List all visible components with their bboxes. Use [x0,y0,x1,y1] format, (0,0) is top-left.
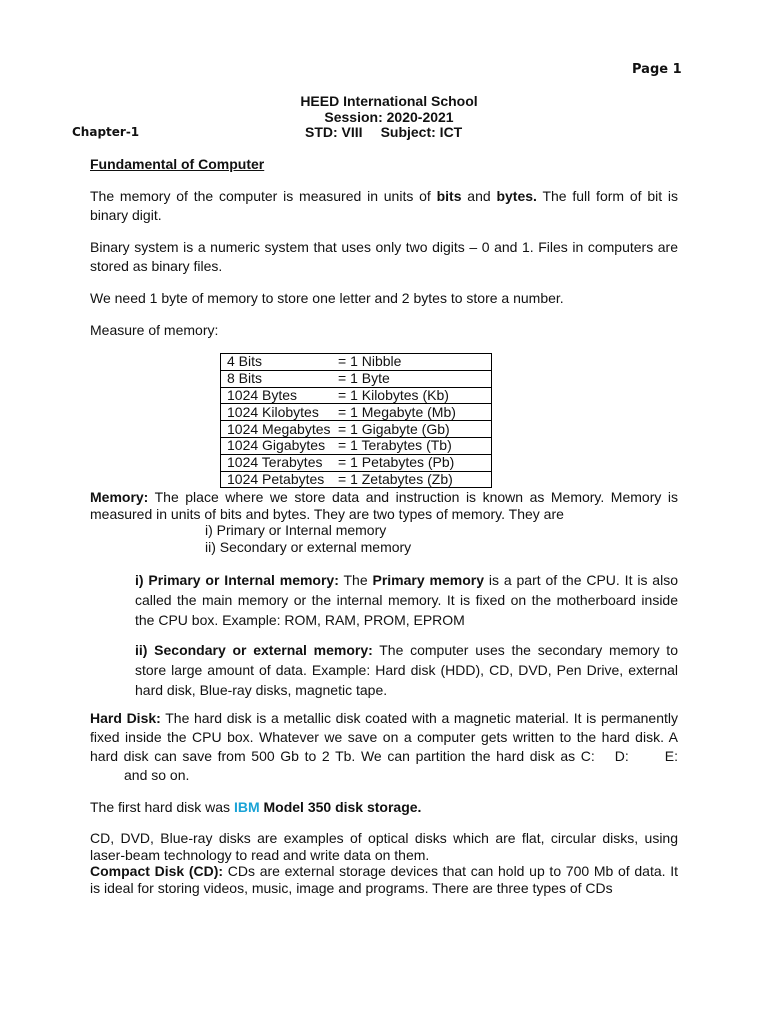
school-name: HEED International School [300,93,478,109]
first-hard-disk-line: The first hard disk was IBM Model 350 disk storage. [90,799,422,815]
session-label: Session: 2020-2021 [324,109,454,125]
intro-paragraph-1: The memory of the computer is measured in units of bits and bytes. The full form of bit is binary digit. [90,188,679,223]
table-row [221,370,492,387]
chapter-label: Chapter-1 [72,125,140,139]
equals-cell: = 1 Megabyte (Mb) [334,404,492,421]
equals-cell: = 1 Petabytes (Pb) [334,454,492,471]
unit-cell: 1024 Gigabytes [221,437,335,454]
measure-heading: Measure of memory: [90,322,219,338]
unit-cell: 4 Bits [221,354,335,371]
optical-disks-paragraph: CD, DVD, Blue-ray disks are examples of optical disks which are flat, circular disks, using laser-beam technology to read and write data on them. [90,830,678,863]
unit-cell: 1024 Megabytes [221,421,335,438]
table-row [221,387,492,404]
memory-units-table [220,353,492,488]
hard-disk-paragraph: Hard Disk: The hard disk is a metallic disk coated with a magnetic material. It is permanently fixed inside the CPU box. Whatever we save on a computer gets written to the hard disk. A hard disk can save from 500 Gb to 2 Tb. We can partition the hard disk as C: D: E:and so on. [90,710,678,783]
subject-label: Subject: ICT [380,124,463,140]
table-row [221,354,492,371]
intro-paragraph-2: Binary system is a numeric system that uses only two digits – 0 and 1. Files in computers are stored as binary files. [90,239,678,274]
equals-cell: = 1 Gigabyte (Gb) [334,421,492,438]
table-row [221,437,492,454]
secondary-memory-paragraph: ii) Secondary or external memory: The computer uses the secondary memory to store large amount of data. Example: Hard disk (HDD), CD, DVD, Pen Drive, external hard disk, Blue-ray disks, magnetic tape. [135,642,678,698]
list-item: i) Primary or Internal memory [205,522,387,538]
equals-cell: = 1 Kilobytes (Kb) [334,387,492,404]
list-item: ii) Secondary or external memory [205,538,412,555]
unit-cell: 1024 Kilobytes [221,404,335,421]
primary-memory-paragraph: i) Primary or Internal memory: The Primary memory is a part of the CPU. It is also called the main memory or the internal memory. It is fixed on the motherboard inside the CPU box. Example: ROM, RAM, PROM, EPROM [135,572,678,628]
compact-disk-paragraph: Compact Disk (CD): CDs are external storage devices that can hold up to 700 Mb of data. It is ideal for storing videos, music, image and programs. There are three types of CDs [90,863,678,896]
unit-cell: 8 Bits [221,370,335,387]
memory-types-list [205,522,411,555]
std-label: STD: VIII [305,124,363,140]
page-number: Page 1 [632,62,682,77]
unit-cell: 1024 Petabytes [221,471,335,488]
table-row [221,471,492,488]
equals-cell: = 1 Byte [334,370,492,387]
std-subject-line [305,124,462,140]
unit-cell: 1024 Terabytes [221,454,335,471]
table-row [221,404,492,421]
equals-cell: = 1 Nibble [334,354,492,371]
table-row [221,421,492,438]
equals-cell: = 1 Zetabytes (Zb) [334,471,492,488]
table-row [221,454,492,471]
section-title: Fundamental of Computer [90,156,265,172]
ibm-highlight: IBM [233,799,260,815]
equals-cell: = 1 Terabytes (Tb) [334,437,492,454]
unit-cell: 1024 Bytes [221,387,335,404]
intro-paragraph-3: We need 1 byte of memory to store one letter and 2 bytes to store a number. [90,290,564,306]
memory-definition: Memory: The place where we store data and instruction is known as Memory. Memory is measured in units of bits and bytes. They are two types of memory. They are [90,489,678,522]
